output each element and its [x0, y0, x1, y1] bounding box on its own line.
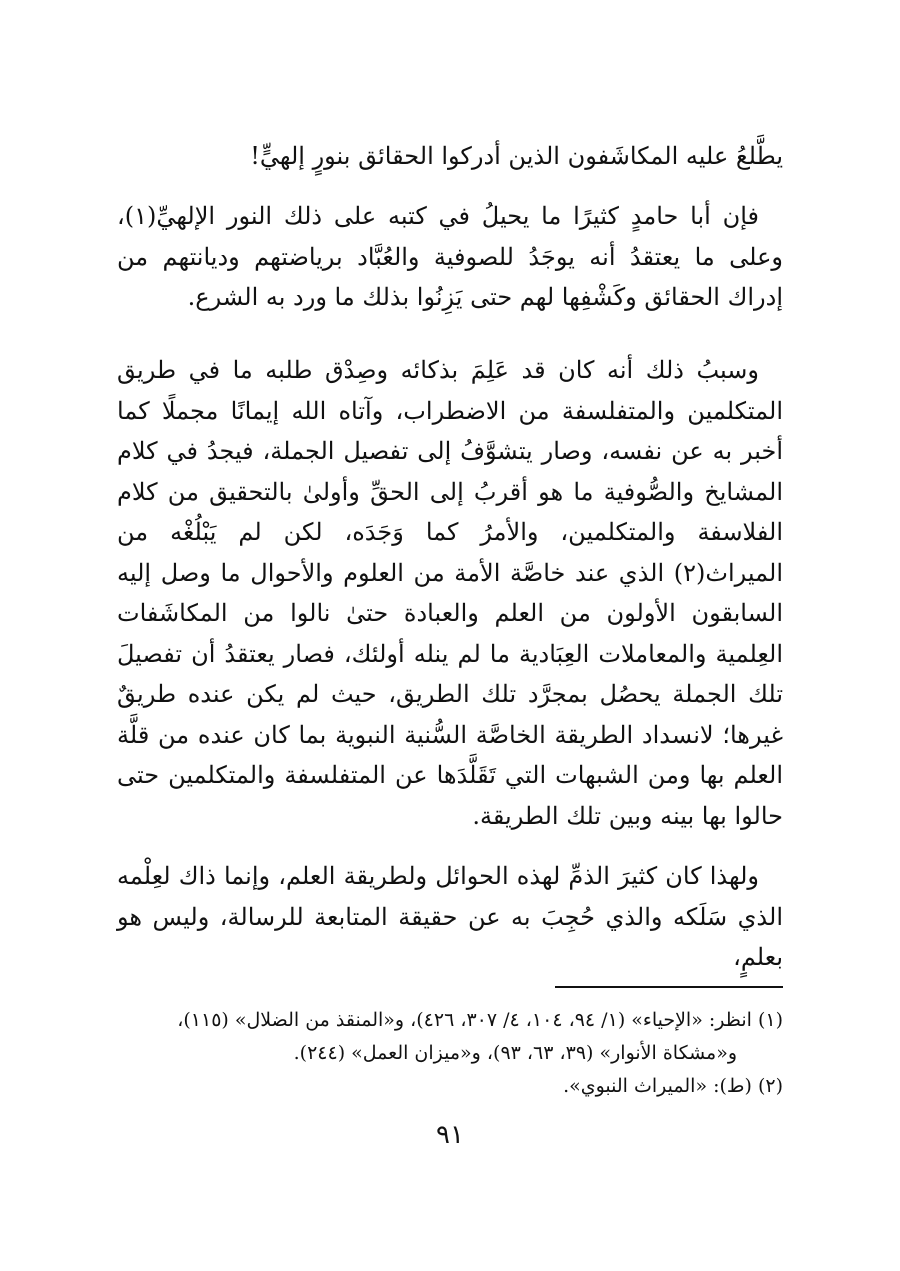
footnote-divider: [555, 986, 783, 988]
body-paragraph: [117, 196, 783, 318]
footnote-1-continued: و«مشكاة الأنوار» (٣٩، ٦٣، ٩٣)، و«ميزان العمل» (٢٤٤).: [293, 1042, 737, 1064]
paragraph-text: يطَّلعُ عليه المكاشَفون الذين أدركوا الحقائق بنورٍ إلهيٍّ!: [250, 142, 783, 170]
paragraph-text: وسببُ ذلك أنه كان قد عَلِمَ بذكائه وصِدْق طلبه ما في طريق المتكلمين والمتفلسفة من الاضطراب، وآتاه الله إيمانًا مجملًا كما أخبر به عن نفسه، وصار يتشوَّفُ إلى تفصيل الجملة، فيجدُ في كلام المشايخ والصُّوفية ما هو أقربُ إلى الحقِّ وأولىٰ بالتحقيق من كلام الفلاسفة والمتكلمين، والأمرُ كما وَجَدَه، لكن لم يَبْلُغْه من الميراث(٢) الذي عند خاصَّة الأمة من العلوم والأحوال ما وصل إليه السابقون الأولون من العلم والعبادة حتىٰ نالوا من المكاشَفات العِلمية والمعاملات العِبَادية ما لم ينله أولئك، فصار يعتقدُ أن تفصيلَ تلك الجملة يحصُل بمجرَّد تلك الطريق، حيث لم يكن عنده طريقٌ غيرها؛ لانسداد الطريقة الخاصَّة السُّنية النبوية بما كان عنده من قلَّة العلم بها ومن الشبهات التي تَقَلَّدَها عن المتفلسفة والمتكلمين حتى حالوا بها بينه وبين تلك الطريقة.: [117, 356, 784, 830]
body-paragraph: [117, 856, 783, 978]
paragraph-text: فإن أبا حامدٍ كثيرًا ما يحيلُ في كتبه على ذلك النور الإلهيِّ(١)، وعلى ما يعتقدُ أنه يوجَدُ للصوفية والعُبَّاد برياضتهم وديانتهم من إدراك الحقائق وكَشْفِها لهم حتى يَزِنُوا بذلك ما ورد به الشرع.: [117, 202, 783, 311]
page-number: ٩١: [436, 1120, 464, 1150]
footnotes: [117, 1004, 783, 1103]
paragraph-text: ولهذا كان كثيرَ الذمِّ لهذه الحوائل ولطريقة العلم، وإنما ذاك لعِلْمه الذي سَلَكه والذي حُجِبَ به عن حقيقة المتابعة للرسالة، وليس هو بعلمٍ،: [117, 862, 783, 971]
body-paragraph: [117, 136, 783, 177]
body-paragraph: [117, 350, 783, 836]
footnote-2: (٢) (ط): «الميراث النبوي».: [563, 1075, 783, 1097]
footnote-1: (١) انظر: «الإحياء» (١/ ٩٤، ١٠٤، ٤/ ٣٠٧، ٤٢٦)، و«المنقذ من الضلال» (١١٥)،: [177, 1009, 783, 1031]
